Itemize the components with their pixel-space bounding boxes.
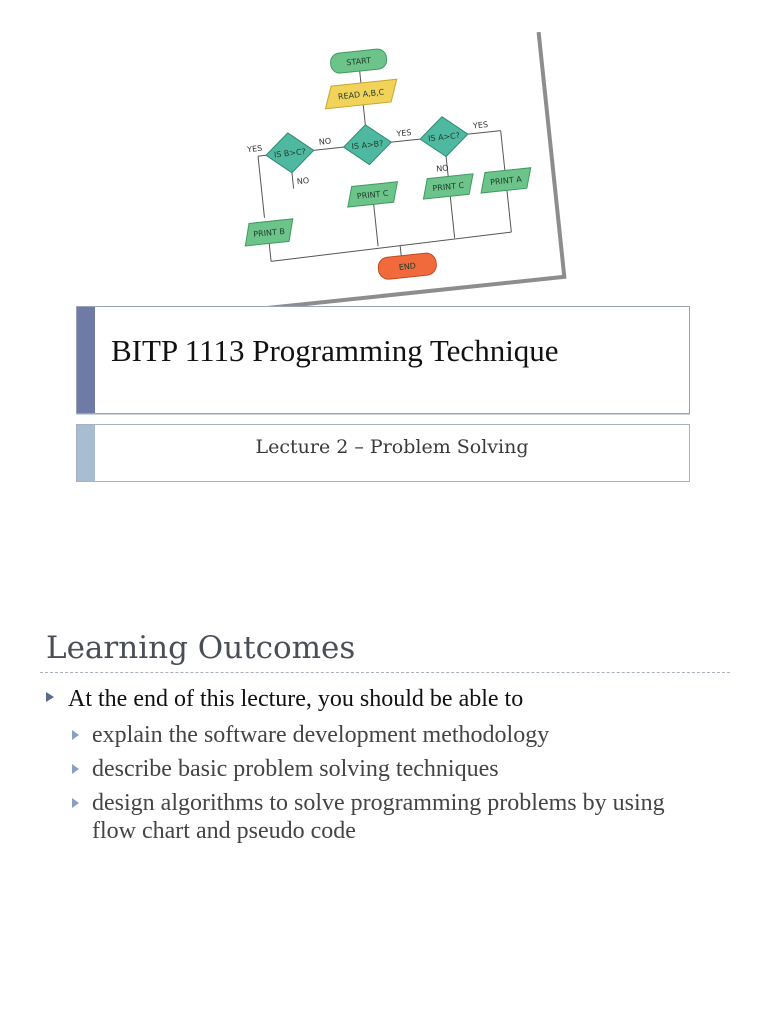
title-box	[76, 306, 690, 414]
end-label: END	[398, 261, 417, 273]
edge-yes-ac: YES	[472, 119, 489, 131]
edge-no-ab: NO	[318, 136, 332, 147]
decision-a-gt-b-label: IS A>B?	[351, 139, 384, 152]
edge-no-bc: NO	[296, 175, 310, 187]
edge-no-ac: NO	[435, 163, 450, 174]
flowchart-diagram	[222, 18, 567, 313]
section-heading: Learning Outcomes	[46, 630, 356, 666]
flowchart-image	[222, 18, 567, 313]
edge-yes-bc: YES	[246, 143, 263, 155]
list-item	[72, 721, 692, 749]
list-item-text: explain the software development methodology	[92, 722, 550, 748]
title-accent-bar	[77, 307, 95, 413]
print-b-label: PRINT B	[252, 226, 286, 240]
print-c-left-label: PRINT C	[356, 188, 389, 202]
print-c-right-label: PRINT C	[432, 180, 465, 194]
bullet-triangle-icon	[72, 764, 79, 774]
subtitle-accent-bar	[77, 425, 95, 481]
subtitle-box	[76, 424, 690, 482]
start-label: START	[345, 55, 372, 68]
intro-text: At the end of this lecture, you should be able to	[68, 686, 524, 712]
intro-bullet	[46, 686, 523, 713]
bullet-triangle-icon	[46, 692, 54, 702]
decision-a-gt-c-label: IS A>C?	[427, 130, 461, 144]
print-a-label: PRINT A	[489, 174, 523, 187]
list-item-text: describe basic problem solving techniques	[92, 756, 499, 782]
edge-yes-ab: YES	[395, 128, 412, 139]
read-label: READ A,B,C	[337, 87, 385, 102]
page-subtitle: Lecture 2 – Problem Solving	[255, 436, 529, 458]
decision-b-gt-c-label: IS B>C?	[273, 147, 307, 160]
list-item	[72, 755, 692, 783]
heading-divider	[40, 672, 730, 673]
list-item-text: design algorithms to solve programming problems by using flow chart and pseudo code	[92, 790, 665, 844]
bullet-triangle-icon	[72, 798, 79, 808]
page-title: BITP 1113 Programming Technique	[111, 333, 559, 368]
bullet-triangle-icon	[72, 730, 79, 740]
list-item	[72, 789, 692, 845]
